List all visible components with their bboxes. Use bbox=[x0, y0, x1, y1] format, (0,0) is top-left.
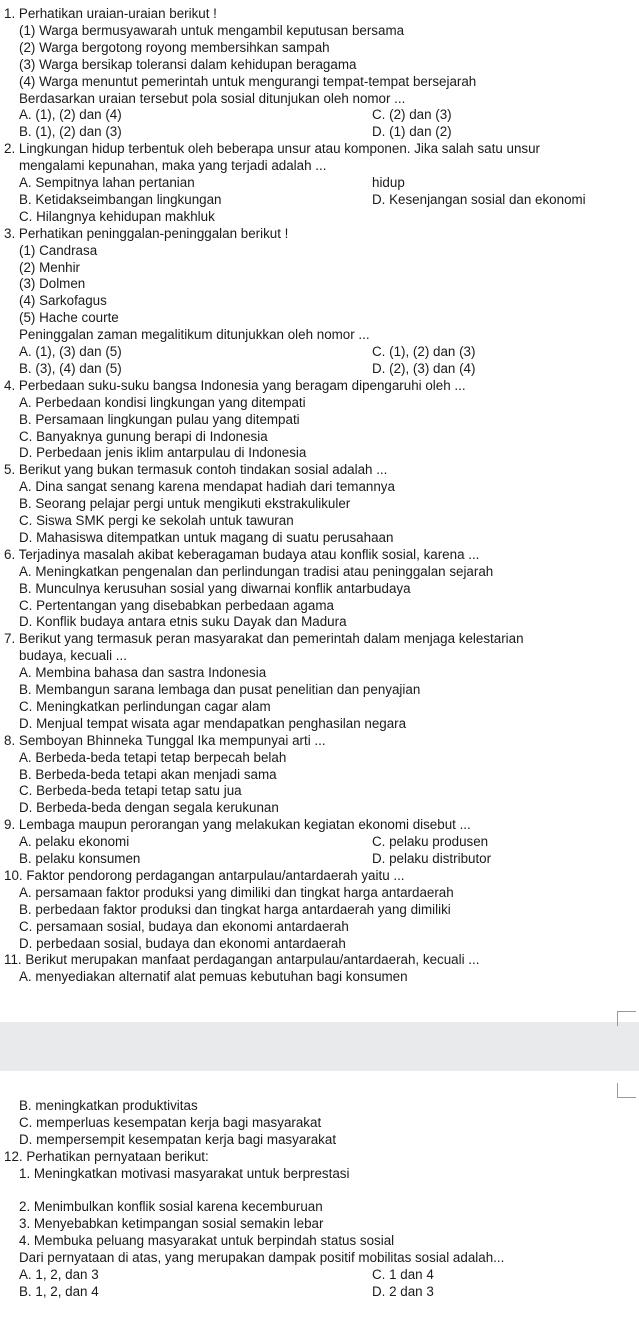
top-line: C. Pertentangan yang disebabkan perbedaan agama bbox=[19, 597, 334, 613]
top-line: B. Membangun sarana lembaga dan pusat penelitian dan penyajian bbox=[19, 682, 421, 697]
bottom-line: A. 1, 2, dan 3 bbox=[19, 1267, 99, 1282]
bottom-line: 12. Perhatikan pernyataan berikut: bbox=[4, 1148, 209, 1164]
top-line-option-right: D. (2), (3) dan (4) bbox=[372, 360, 476, 376]
top-line: (4) Warga menuntut pemerintah untuk mengurangi tempat-tempat bersejarah bbox=[19, 73, 477, 89]
top-line-option-right: D. pelaku distributor bbox=[372, 851, 492, 866]
bottom-line: 3. Menyebabkan ketimpangan sosial semakin lebar bbox=[19, 1216, 324, 1232]
top-line: A. Meningkatkan pengenalan dan perlindungan tradisi atau peninggalan sejarah bbox=[19, 563, 494, 579]
top-line: A. (1), (2) dan (4) bbox=[19, 107, 122, 123]
top-line: 6. Terjadinya masalah akibat keberagaman budaya atau konflik sosial, karena ... bbox=[4, 546, 480, 562]
top-line: (3) Dolmen bbox=[19, 276, 86, 292]
bottom-line-option-right: D. 2 dan 3 bbox=[372, 1283, 434, 1299]
page-gap bbox=[0, 1022, 639, 1071]
bottom-line-option-right: C. 1 dan 4 bbox=[372, 1267, 434, 1282]
bottom-line: D. mempersempit kesempatan kerja bagi masyarakat bbox=[19, 1131, 337, 1147]
top-line: 4. Perbedaan suku-suku bangsa Indonesia yang beragam dipengaruhi oleh ... bbox=[4, 377, 466, 393]
top-line: C. Siswa SMK pergi ke sekolah untuk tawuran bbox=[19, 513, 294, 528]
crop-corner-top bbox=[617, 1011, 636, 1026]
top-line: mengalami kepunahan, maka yang terjadi adalah ... bbox=[19, 158, 327, 174]
top-line: 5. Berikut yang bukan termasuk contoh tindakan sosial adalah ... bbox=[4, 462, 388, 478]
top-line: A. Sempitnya lahan pertanian bbox=[19, 175, 195, 190]
top-line-option-right: C. (1), (2) dan (3) bbox=[372, 344, 476, 359]
top-line: 8. Semboyan Bhinneka Tunggal Ika mempunyai arti ... bbox=[4, 732, 326, 748]
top-line: B. pelaku konsumen bbox=[19, 851, 141, 866]
top-line: (1) Warga bermusyawarah untuk mengambil keputusan bersama bbox=[19, 22, 405, 38]
top-line: (1) Candrasa bbox=[19, 242, 98, 258]
top-line: A. pelaku ekonomi bbox=[19, 834, 130, 850]
top-line: Peninggalan zaman megalitikum ditunjukkan oleh nomor ... bbox=[19, 327, 370, 343]
top-line: C. Hilangnya kehidupan makhluk bbox=[19, 208, 215, 224]
top-line: (4) Sarkofagus bbox=[19, 293, 107, 309]
top-line: 3. Perhatikan peninggalan-peninggalan berikut ! bbox=[4, 225, 289, 241]
top-line: A. menyediakan alternatif alat pemuas kebutuhan bagi konsumen bbox=[19, 969, 408, 985]
bottom-line: C. memperluas kesempatan kerja bagi masyarakat bbox=[19, 1114, 322, 1130]
top-line: B. Ketidakseimbangan lingkungan bbox=[19, 191, 222, 207]
top-line: A. (1), (3) dan (5) bbox=[19, 344, 122, 359]
crop-corner-bottom bbox=[617, 1083, 636, 1098]
top-line: D. Berbeda-beda dengan segala kerukunan bbox=[19, 800, 279, 816]
top-line: budaya, kecuali ... bbox=[19, 648, 127, 664]
top-line: B. Berbeda-beda tetapi akan menjadi sama bbox=[19, 766, 277, 782]
top-line-option-right: C. pelaku produsen bbox=[372, 834, 489, 850]
top-line: D. Konflik budaya antara etnis suku Dayak dan Madura bbox=[19, 614, 347, 630]
top-line: D. Menjual tempat wisata agar mendapatkan penghasilan negara bbox=[19, 715, 407, 731]
top-line: A. Dina sangat senang karena mendapat hadiah dari temannya bbox=[19, 479, 395, 495]
top-line: A. Berbeda-beda tetapi tetap berpecah belah bbox=[19, 749, 287, 765]
top-line: B. Seorang pelajar pergi untuk mengikuti ekstrakulikuler bbox=[19, 496, 351, 512]
top-line: B. Munculnya kerusuhan sosial yang diwarnai konflik antarbudaya bbox=[19, 580, 411, 596]
top-line: A. Membina bahasa dan sastra Indonesia bbox=[19, 665, 267, 681]
top-line: 2. Lingkungan hidup terbentuk oleh beberapa unsur atau komponen. Jika salah satu unsur bbox=[4, 141, 541, 157]
top-line: C. Banyaknya gunung berapi di Indonesia bbox=[19, 428, 268, 444]
top-line: B. Persamaan lingkungan pulau yang ditempati bbox=[19, 411, 300, 427]
top-line: D. Mahasiswa ditempatkan untuk magang di suatu perusahaan bbox=[19, 529, 394, 545]
top-line: (2) Menhir bbox=[19, 259, 81, 275]
top-line: 7. Berikut yang termasuk peran masyarakat dan pemerintah dalam menjaga kelestarian bbox=[4, 631, 524, 647]
bottom-line: 2. Menimbulkan konflik sosial karena kecemburuan bbox=[19, 1199, 323, 1215]
bottom-line: Dari pernyataan di atas, yang merupakan dampak positif mobilitas sosial adalah... bbox=[19, 1250, 505, 1266]
bottom-line: B. 1, 2, dan 4 bbox=[19, 1283, 99, 1299]
top-line-option-right: C. (2) dan (3) bbox=[372, 107, 452, 123]
top-line: D. Perbedaan jenis iklim antarpulau di Indonesia bbox=[19, 445, 307, 461]
top-line-option-right: D. (1) dan (2) bbox=[372, 124, 452, 140]
top-line: (2) Warga bergotong royong membersihkan sampah bbox=[19, 39, 330, 55]
top-line: C. Meningkatkan perlindungan cagar alam bbox=[19, 698, 271, 714]
bottom-line: 4. Membuka peluang masyarakat untuk berpindah status sosial bbox=[19, 1233, 395, 1249]
top-line: (3) Warga bersikap toleransi dalam kehidupan beragama bbox=[19, 56, 357, 72]
top-line: 10. Faktor pendorong perdagangan antarpulau/antardaerah yaitu ... bbox=[4, 867, 405, 883]
top-line: Berdasarkan uraian tersebut pola sosial ditunjukan oleh nomor ... bbox=[19, 90, 406, 106]
top-line: 1. Perhatikan uraian-uraian berikut ! bbox=[4, 6, 217, 21]
top-line: 9. Lembaga maupun perorangan yang melakukan kegiatan ekonomi disebut ... bbox=[4, 817, 471, 833]
top-line-option-right: D. Kesenjangan sosial dan ekonomi bbox=[372, 191, 586, 207]
top-line: B. (1), (2) dan (3) bbox=[19, 124, 122, 140]
top-line: B. perbedaan faktor produksi dan tingkat harga antardaerah yang dimiliki bbox=[19, 901, 451, 917]
top-line: D. perbedaan sosial, budaya dan ekonomi antardaerah bbox=[19, 935, 346, 951]
bottom-line: B. meningkatkan produktivitas bbox=[19, 1098, 198, 1113]
bottom-line: 1. Meningkatkan motivasi masyarakat untuk berprestasi bbox=[19, 1165, 350, 1181]
top-line: A. Perbedaan kondisi lingkungan yang ditempati bbox=[19, 394, 306, 410]
top-line: C. Berbeda-beda tetapi tetap satu jua bbox=[19, 783, 242, 799]
top-line: 11. Berikut merupakan manfaat perdagangan antarpulau/antardaerah, kecuali ... bbox=[4, 952, 480, 968]
top-line: C. persamaan sosial, budaya dan ekonomi antardaerah bbox=[19, 918, 349, 934]
top-line: A. persamaan faktor produksi yang dimiliki dan tingkat harga antardaerah bbox=[19, 884, 454, 900]
top-line: (5) Hache courte bbox=[19, 310, 119, 326]
top-line: B. (3), (4) dan (5) bbox=[19, 360, 122, 376]
top-line-option-right: hidup bbox=[372, 175, 405, 190]
